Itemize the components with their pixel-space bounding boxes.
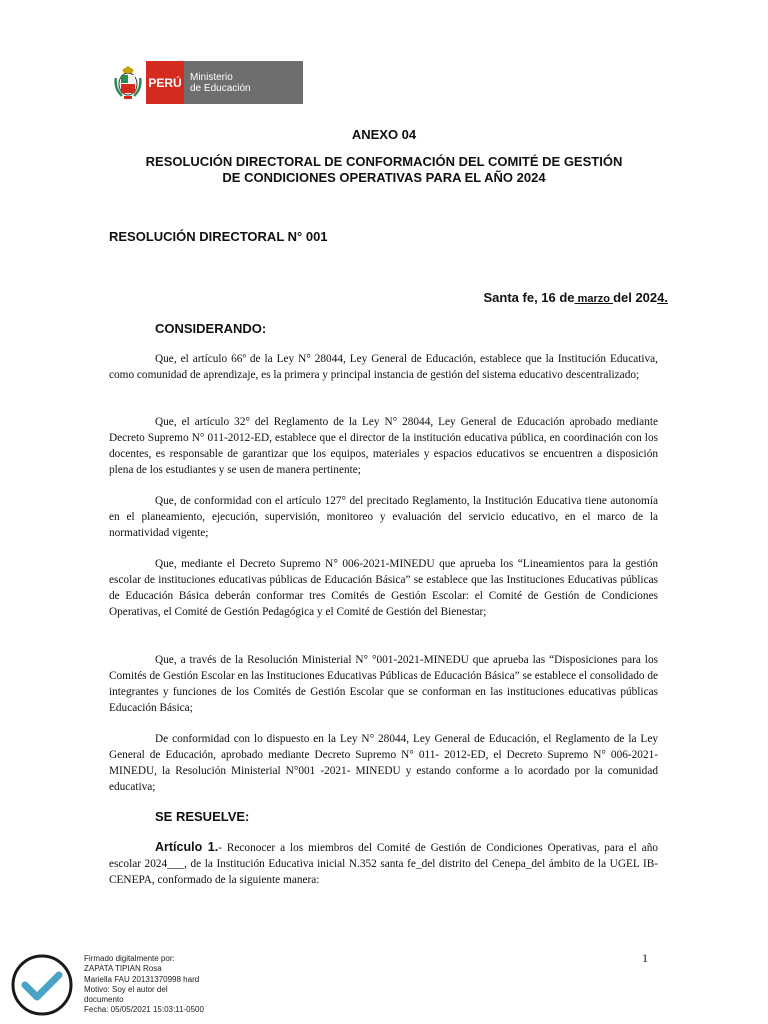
date-end: 4.	[657, 290, 668, 305]
article-1-text: - Reconocer a los miembros del Comité de Gestión de Condiciones Operativas, para el año escolar 2024___, de la Institución Educativa inicial N.352 santa fe_del distrito del Cenepa_del ámbito de la UGEL IB-CENEPA, conformado de la siguiente manera:	[109, 842, 658, 886]
article-1	[109, 840, 658, 889]
ministry-name	[184, 61, 303, 104]
title-line-2: DE CONDICIONES OPERATIVAS PARA EL AÑO 2024	[222, 170, 546, 185]
document-title	[0, 154, 768, 186]
date-mid: del 202	[613, 290, 658, 305]
paragraph-5	[109, 653, 658, 717]
paragraph-4-text: Que, mediante el Decreto Supremo N° 006-2021-MINEDU que aprueba los “Lineamientos para la gestión escolar de instituciones educativas públicas de Educación Básica” se establece que las Instituciones Educativas públicas de Educación Básica deberán conformar tres Comités de Gestión Escolar: el Comité de Gestión de Condiciones Operativas, el Comité de Gestión Pedagógica y el Comité de Gestión del Bienestar;	[109, 558, 658, 618]
paragraph-3-text: Que, de conformidad con el artículo 127° del precitado Reglamento, la Institución Educativa tiene autonomía en el planeamiento, ejecución, supervisión, monitoreo y evaluación del servicio educativo, en el marco de la normatividad vigente;	[109, 495, 658, 539]
paragraph-5-text: Que, a través de la Resolución Ministerial N° °001-2021-MINEDU que aprueba las “Disposiciones para los Comités de Gestión Escolar en las Instituciones Educativas Públicas de Educación Básica” se establece el consolidado de integrantes y funciones de los Comités de Gestión Escolar que se conforman en las instituciones educativas públicas Educación Básica;	[109, 654, 658, 714]
signature-line-2: ZAPATA TIPIAN Rosa	[84, 964, 162, 974]
se-resuelve-heading: SE RESUELVE:	[155, 809, 250, 824]
annex-heading: ANEXO 04	[351, 127, 417, 142]
title-line-1: RESOLUCIÓN DIRECTORAL DE CONFORMACIÓN DEL COMITÉ DE GESTIÓN	[145, 154, 623, 169]
ministry-line1: Ministerio	[190, 71, 233, 83]
date-line	[484, 290, 669, 305]
paragraph-1	[109, 352, 658, 384]
paragraph-2	[109, 415, 658, 479]
considerando-heading: CONSIDERANDO:	[155, 321, 267, 336]
signature-line-3: Mariella FAU 20131370998 hard	[84, 974, 200, 984]
paragraph-6-text: De conformidad con lo dispuesto en la Ley N° 28044, Ley General de Educación, el Reglamento de la Ley General de Educación, aprobado mediante Decreto Supremo N° 011- 2012-ED, el Decreto Supremo N° 006-2021-MINEDU, la Resolución Ministerial N°001 -2021- MINEDU y estando conforme a lo acordado por la comunidad educativa;	[109, 733, 658, 793]
date-month: marzo	[574, 293, 614, 305]
article-1-label: Artículo 1.	[155, 840, 219, 854]
digital-signature-check-icon	[8, 953, 76, 1017]
resolution-number: RESOLUCIÓN DIRECTORAL N° 001	[109, 229, 328, 244]
signature-line-4: Motivo: Soy el autor del	[84, 984, 168, 994]
paragraph-2-text: Que, el artículo 32° del Reglamento de la Ley N° 28044, Ley General de Educación aprobado mediante Decreto Supremo N° 011-2012-ED, establece que el director de la institución educativa pública, en coordinación con los docentes, es responsable de garantizar que los equipos, materiales y espacios educativos se encuentren a disposición plena de los estudiantes y se usen de manera pertinente;	[109, 416, 658, 476]
paragraph-1-text: Que, el artículo 66º de la Ley N° 28044, Ley General de Educación, establece que la Institución Educativa, como comunidad de aprendizaje, es la primera y principal instancia de gestión del sistema educativo descentralizado;	[109, 353, 658, 381]
paragraph-3	[109, 494, 658, 542]
page-number: 1	[642, 951, 648, 965]
signature-line-6: Fecha: 05/05/2021 15:03:11-0500	[84, 1005, 204, 1015]
paragraph-6	[109, 732, 658, 796]
signature-line-5: documento	[84, 995, 124, 1005]
peru-coat-of-arms-icon	[110, 61, 146, 104]
date-prefix: Santa fe, 16 de	[483, 290, 575, 305]
peru-label: PERÚ	[146, 61, 184, 104]
ministry-line2: de Educación	[190, 82, 251, 94]
minedu-logo	[110, 61, 303, 104]
digital-signature-info	[84, 954, 204, 1016]
paragraph-4	[109, 557, 658, 621]
signature-line-1: Firmado digitalmente por:	[84, 954, 175, 963]
